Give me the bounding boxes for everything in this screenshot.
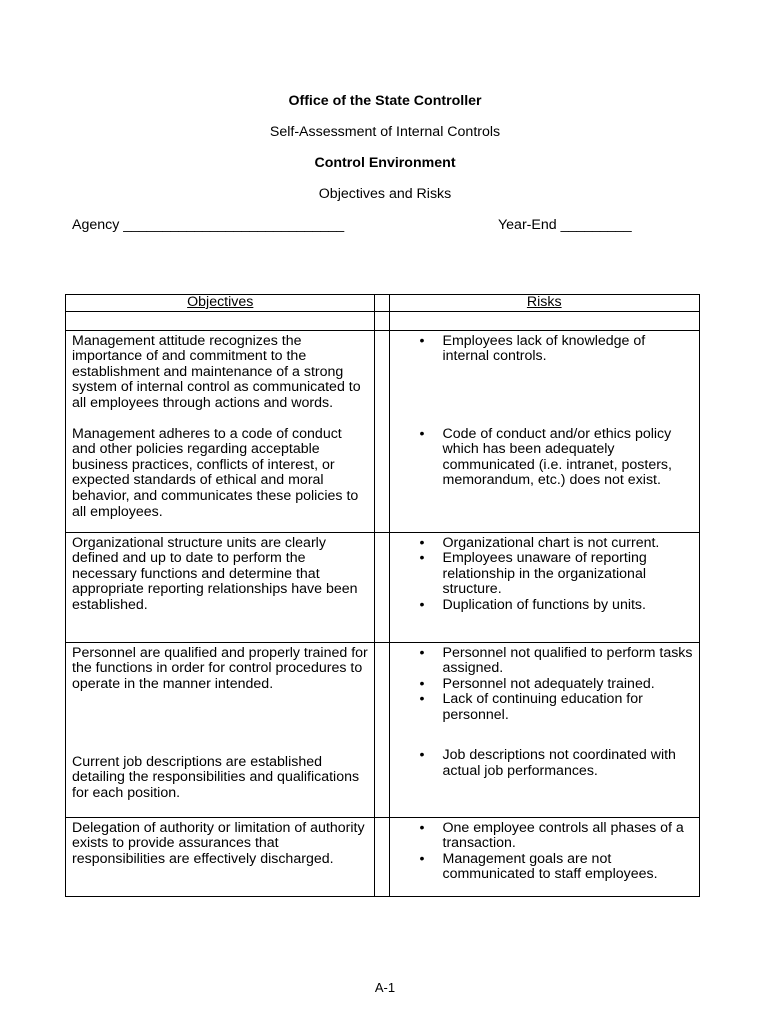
objectives-cell — [66, 817, 375, 896]
spacer-row — [66, 311, 700, 330]
page-number: A-1 — [374, 980, 396, 995]
table-row — [66, 532, 700, 642]
gap-cell — [375, 295, 389, 312]
gap-cell — [375, 642, 389, 817]
objectives-risks-table — [65, 294, 700, 897]
risk-item: • Duplication of functions by units. — [390, 598, 696, 614]
objectives-header: Objectives — [66, 295, 375, 312]
table-row — [66, 330, 700, 532]
objectives-cell — [66, 642, 375, 817]
agency-field: Agency ____________________________ — [72, 217, 345, 233]
risks-cell — [389, 817, 700, 896]
risk-item: • One employee controls all phases of a transaction. — [390, 821, 696, 852]
risks-header: Risks — [389, 295, 700, 312]
objective-text: Organizational structure units are clearly defined and up to date to perform the necessary functions and determine that appropriate reporting relationships have been established. — [72, 534, 358, 613]
gap-cell — [375, 817, 389, 896]
objective-text: Management adheres to a code of conduct and other policies regarding acceptable business practices, conflicts of interest, or expected standards of ethical and moral behavior, and communicates these policies to all employees. — [72, 425, 359, 520]
objective-text: Management attitude recognizes the importance of and commitment to the establishment and maintenance of a strong system of internal control as communicated to all employees through actions and words. — [72, 332, 361, 411]
risks-cell — [389, 532, 700, 642]
objective-text: Current job descriptions are established detailing the responsibilities and qualifications for each position. — [72, 753, 360, 801]
objectives-cell — [66, 532, 375, 642]
gap-cell — [375, 330, 389, 532]
objective-text: Delegation of authority or limitation of authority exists to provide assurances that responsibilities are effectively discharged. — [72, 819, 365, 867]
section-title: Control Environment — [314, 155, 456, 171]
risk-item: • Job descriptions not coordinated with actual job performances. — [390, 748, 696, 779]
table-row — [66, 642, 700, 817]
table-header-row — [66, 295, 700, 312]
risk-item: • Code of conduct and/or ethics policy which has been adequately communicated (i.e. intranet, posters, memorandum, etc.) does not exist. — [390, 427, 696, 489]
objectives-cell — [66, 330, 375, 532]
document-subtitle: Self-Assessment of Internal Controls — [269, 124, 501, 140]
risks-cell — [389, 642, 700, 817]
risk-item: • Personnel not adequately trained. — [390, 677, 696, 693]
risks-cell — [389, 330, 700, 532]
topic-title: Objectives and Risks — [318, 186, 452, 202]
risk-item: • Employees lack of knowledge of internal controls. — [390, 334, 696, 427]
risk-item: • Employees unaware of reporting relationship in the organizational structure. — [390, 551, 696, 598]
office-title: Office of the State Controller — [288, 93, 482, 109]
table-row — [66, 817, 700, 896]
risk-item: • Personnel not qualified to perform tasks assigned. — [390, 646, 696, 677]
year-end-field: Year-End _________ — [498, 217, 632, 233]
risk-item: • Lack of continuing education for personnel. — [390, 692, 696, 748]
risk-item: • Organizational chart is not current. — [390, 536, 696, 552]
objective-text: Personnel are qualified and properly trained for the functions in order for control procedures to operate in the manner intended. — [72, 644, 368, 692]
risk-item: • Management goals are not communicated to staff employees. — [390, 852, 696, 883]
gap-cell — [375, 532, 389, 642]
